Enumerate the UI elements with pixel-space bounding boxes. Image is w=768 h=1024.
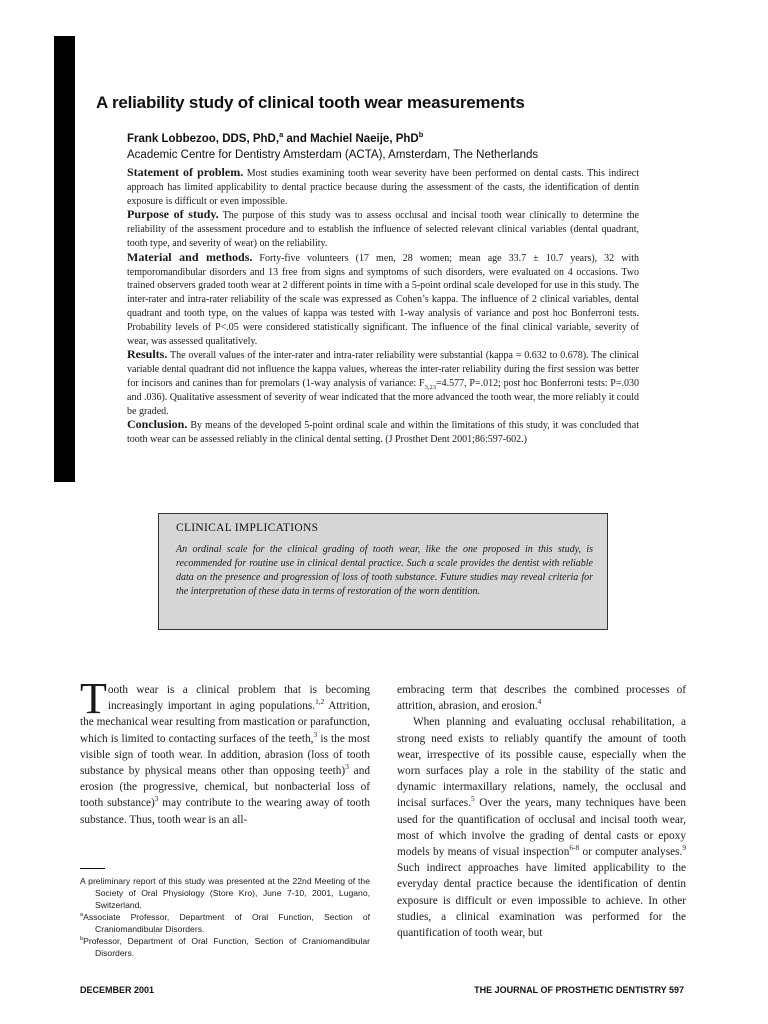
footer-date: DECEMBER 2001 [80,985,155,995]
footnote-3-text: Professor, Department of Oral Function, Section of Craniomandibular Disorders. [83,936,370,958]
author-1: Frank Lobbezoo, DDS, PhD, [127,133,280,145]
intro-paragraph [80,674,371,828]
footer-journal-page: THE JOURNAL OF PROSTHETIC DENTISTRY 597 [474,985,684,995]
body-column-right [397,682,686,941]
abstract-results-heading: Results. [127,347,168,362]
citation-4: 3 [154,794,159,804]
author-2-affil-mark: b [418,130,424,140]
citation-3: 3 [345,762,349,772]
right-p2-text-3: or computer analyses. [579,846,683,859]
abstract-results-subscript: 3,23 [424,383,436,391]
right-p2-citation-1: 5 [470,794,475,804]
author-joiner: and [283,133,311,145]
right-p2-text-4: Such indirect approaches have limited applicability to the everyday dental practice because the identification of dentin exposure is difficult or even impossible to achieve. In other studies, a clinical examination was performed for the quantification of tooth wear, but [397,862,686,940]
intro-text-4: and erosion (the progressive, chemical, but nonbacterial loss of tooth substance) [80,765,370,810]
right-p2-text-1: When planning and evaluating occlusal rehabilitation, a strong need exists to reliably quantify the amount of tooth wear, irrespective of its possible cause, especially when the worn surfaces play a role in the stability of the static and dynamic intermaxillary relations, namely, the occlusal and incisal surfaces. [397,716,686,810]
author-block [127,131,747,163]
right-p1-citation: 4 [537,697,542,707]
article-title: A reliability study of clinical tooth wear measurements [96,93,525,112]
right-p2-text-2: Over the years, many techniques have been used for the quantification of occlusal and incisal tooth wear, most of which involve the grading of dental casts or epoxy models by means of visual inspection [397,797,686,859]
intro-text-5: may contribute to the wearing away of tooth substance. Thus, tooth wear is an all- [80,797,370,826]
abstract-conclusion-heading: Conclusion. [127,417,188,432]
author-1-affil-mark: a [279,130,284,140]
footnote-2-text: Associate Professor, Department of Oral Function, Section of Craniomandibular Disorders. [83,912,370,934]
abstract-purpose-text: The purpose of this study was to assess occlusal and incisal tooth wear clinically to determine the reliability of the assessment procedure and to establish the influence of selected relevant clinical variables (dental quadrant, tooth type, and severity of wear) on the reliability. [127,210,639,249]
abstract-purpose-heading: Purpose of study. [127,207,219,222]
footnote-3-mark: b [80,936,84,943]
clinical-implications-box [158,513,608,630]
abstract-statement-text: Most studies examining tooth wear severity have been performed on dental casts. This indirect approach has limited applicability to dental practice because during the assessment of the casts, the identification of dentin exposure is difficult or even impossible. [127,168,640,207]
abstract [127,166,639,447]
abstract-methods [127,251,639,349]
body-column-left [80,674,371,828]
abstract-statement-heading: Statement of problem. [127,165,244,179]
footnote-2-mark: a [80,912,84,919]
abstract-methods-text: Forty-five volunteers (17 men, 28 women; mean age 33.7 ± 10.7 years), 32 with temporomandibular disorders and 13 free from signs and symptoms of such disorders, were evaluated on 4 occasions. Two trained observers graded tooth wear at 2 different points in time with a 5-point ordinal scale developed for use in this study. The inter-rater and intra-rater reliability of the scale was expressed as Cohen’s kappa. The influence of 2 clinical variables, dental quadrant and tooth type, on the values of kappa was tested with 1-way analysis of variance and post hoc Bonferroni tests. Probability levels of P<.05 were considered statistically significant. The influence of the final clinical variable, severity of wear, was assessed qualitatively. [127,252,639,347]
right-p2-citation-3: 9 [682,843,686,853]
abstract-purpose [127,208,639,250]
footnotes [80,875,370,959]
abstract-results-text-b: =4.577, P=.012; post hoc Bonferroni tests: P=.030 and .036). Qualitative assessment of severity of wear indicated that the more advanced the tooth wear, the more reliably it could be graded. [127,377,639,417]
abstract-conclusion [127,418,639,447]
intro-text-3: is the most visible sign of tooth wear. In addition, abrasion (loss of tooth substance by physical means other than opposing teeth) [80,732,371,778]
footnote-3 [80,935,370,959]
footnote-2 [80,911,370,935]
intro-text-2: Attrition, the mechanical wear resulting from mastication or parafunction, which is limited to contacting surfaces of the teeth, [80,700,370,745]
abstract-statement [127,166,639,208]
clinical-implications-heading: CLINICAL IMPLICATIONS [176,522,319,534]
drop-cap: T [80,674,107,723]
abstract-conclusion-text: By means of the developed 5-point ordinal scale and within the limitations of this study, it was concluded that tooth wear can be assessed reliably in the clinical dental setting. (J Prosthet Dent 2001;86:597-602.) [127,420,639,446]
abstract-results-text-a: The overall values of the inter-rater and intra-rater reliability were substantial (kappa = 0.632 to 0.678). The clinical variable dental quadrant did not influence the kappa values, whereas the inter-rater reliability during the first session was better for incisors and canines than for premolars (1-way analysis of variance: F [127,350,639,389]
footnote-1: A preliminary report of this study was presented at the 22nd Meeting of the Society of Oral Physiology (Store Kro), June 7-10, 2001, Lugano, Switzerland. [80,876,370,910]
right-p2-citation-2: 6-8 [569,843,580,853]
clinical-implications-text: An ordinal scale for the clinical grading of tooth wear, like the one proposed in this study, is recommended for routine use in clinical dental practice. Such a scale provides the dentist with reliable data on the presence and progression of loss of tooth substance. Future studies may reveal criteria for the interpretation of these data in terms of restoration of the worn dentition. [176,544,593,597]
intro-text-1: ooth wear is a clinical problem that is becoming increasingly important in aging populations. [107,684,370,713]
right-paragraph-2 [397,714,686,941]
abstract-results [127,348,639,418]
citation-2: 3 [313,729,318,739]
abstract-methods-heading: Material and methods. [127,249,253,264]
affiliation: Academic Centre for Dentistry Amsterdam (ACTA), Amsterdam, The Netherlands [127,149,539,161]
author-names [127,131,747,147]
right-paragraph-1 [397,682,686,714]
right-p1-text: embracing term that describes the combined processes of attrition, abrasion, and erosion. [397,684,686,713]
author-2: Machiel Naeije, PhD [310,133,419,145]
footnote-rule [80,868,105,869]
citation-1: 1,2 [315,697,325,707]
side-bar-decoration [54,36,75,482]
